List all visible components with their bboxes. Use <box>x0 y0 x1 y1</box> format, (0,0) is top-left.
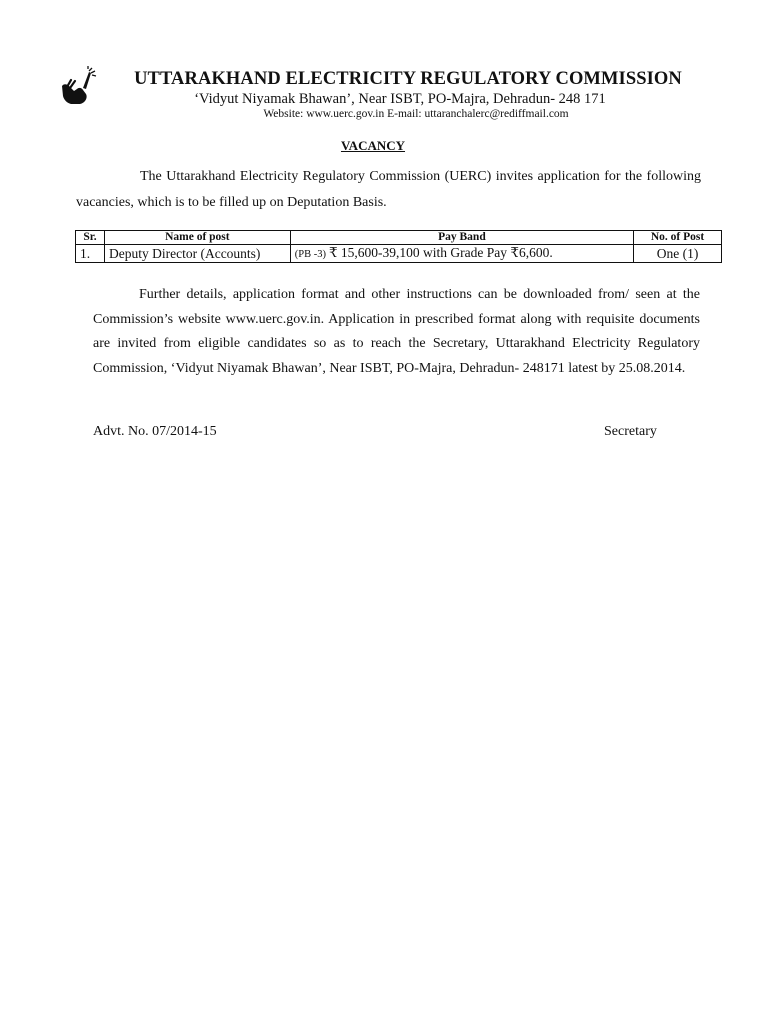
cell-no-of-post: One (1) <box>634 245 722 263</box>
cell-pay-band <box>290 245 633 263</box>
header-post-name: Name of post <box>104 231 290 245</box>
intro-paragraph: The Uttarakhand Electricity Regulatory Commission (UERC) invites application for the following vacancies, which is to be filled up on Deputation Basis. <box>76 169 701 210</box>
header-sr: Sr. <box>76 231 105 245</box>
advertisement-number: Advt. No. 07/2014-15 <box>93 424 217 439</box>
header-no-of-post: No. of Post <box>634 231 722 245</box>
vacancy-table <box>75 230 722 263</box>
pay-band-prefix: (PB -3) <box>294 249 326 260</box>
details-paragraph: Further details, application format and other instructions can be downloaded from/ seen at the Commission’s website www.uerc.gov.in. Application in prescribed format along with requisite documents are invited from eligible candidates so as to reach the Secretary, Uttarakhand Electricity Regulatory Commission, ‘Vidyut Niyamak Bhawan’, Near ISBT, PO-Majra, Dehradun- 248171 latest by 25.08.2014. <box>93 287 700 376</box>
signatory: Secretary <box>604 424 657 439</box>
pay-band-value: ₹ 15,600-39,100 with Grade Pay ₹6,600. <box>328 245 553 260</box>
organization-contact: Website: www.uerc.gov.in E-mail: uttaranchalerc@rediffmail.com <box>263 108 569 120</box>
vacancy-heading: VACANCY <box>340 138 406 153</box>
cell-post-name: Deputy Director (Accounts) <box>104 245 290 263</box>
header-pay-band: Pay Band <box>290 231 633 245</box>
organization-name: UTTARAKHAND ELECTRICITY REGULATORY COMMISSION <box>134 69 682 89</box>
table-header-row <box>76 231 722 245</box>
cell-sr: 1. <box>76 245 105 263</box>
table-row <box>76 245 722 263</box>
organization-address: ‘Vidyut Niyamak Bhawan’, Near ISBT, PO-Majra, Dehradun- 248 171 <box>194 91 606 107</box>
